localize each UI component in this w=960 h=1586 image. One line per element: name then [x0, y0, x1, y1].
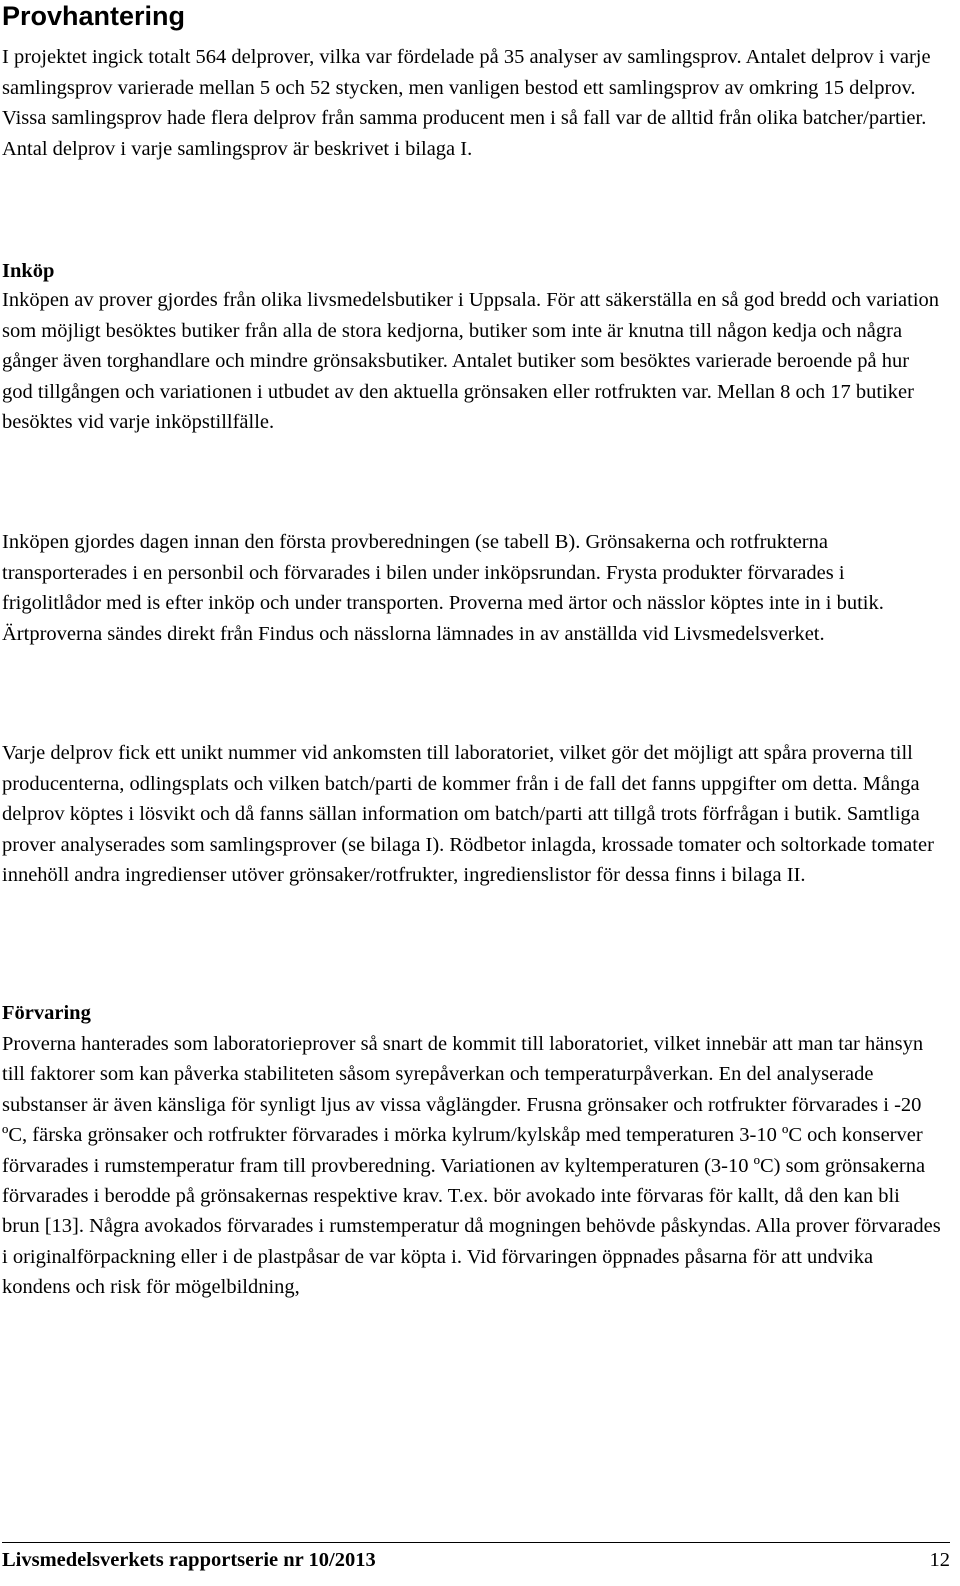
page-number: 12: [929, 1549, 950, 1571]
subheading-forvaring: Förvaring: [2, 1002, 91, 1024]
footer-divider: [2, 1542, 950, 1543]
paragraph-forvaring: Proverna hanterades som laboratorieprover så snart de kommit till laboratoriet, vilket innebär att man tar hänsyn till faktorer som kan påverka stabiliteten såsom syrepåverkan och temperaturpåverkan. En del analyserade substanser är även känsliga för synligt ljus av vissa våglängder. Frusna grönsaker och rotfrukter förvarades i -20 ºC, färska grönsaker och rotfrukter förvarades i mörka kylrum/kylskåp med temperaturen 3-10 ºC och konserver förvarades i rumstemperatur fram till provberedning. Variationen av kyltemperaturen (3-10 ºC) som grönsakerna förvarades i berodde på grönsakernas respektive krav. T.ex. bör avokado inte förvaras för kallt, då den kan bli brun [13]. Några avokados förvarades i rumstemperatur då mogningen behövde påskyndas. Alla prover förvarades i originalförpackning eller i de plastpåsar de var köpta i. Vid förvaringen öppnades påsarna för att undvika kondens och risk för mögelbildning,: [2, 1033, 941, 1299]
footer-series: Livsmedelsverkets rapportserie nr 10/2013: [2, 1549, 376, 1571]
paragraph-inkop-2: Inköpen gjordes dagen innan den första provberedningen (se tabell B). Grönsakerna och rotfrukterna transporterades i en personbil och förvarades i bilen under inköpsrundan. Frysta produkter förvarades i frigolitlådor med is efter inköp och under transporten. Proverna med ärtor och nässlor köptes inte in i butik. Ärtproverna sändes direkt från Findus och nässlorna lämnades in av anställda vid Livsmedelsverket.: [2, 531, 884, 645]
section-heading-provhantering: Provhantering: [2, 1, 186, 31]
subheading-inkop: Inköp: [2, 260, 55, 282]
paragraph-inkop-1: Inköpen av prover gjordes från olika livsmedelsbutiker i Uppsala. För att säkerställa en så god bredd och variation som möjligt besöktes butiker från alla de stora kedjorna, butiker som inte är knutna till någon kedja och några gånger även torghandlare och mindre grönsaksbutiker. Antalet butiker som besöktes varierade beroende på hur god tillgången och variationen i utbudet av den aktuella grönsaken eller rotfrukten var. Mellan 8 och 17 butiker besöktes vid varje inköpstillfälle.: [2, 289, 940, 434]
paragraph-intro: I projektet ingick totalt 564 delprover, vilka var fördelade på 35 analyser av samlingsprov. Antalet delprov i varje samlingsprov varierade mellan 5 och 52 stycken, men vanligen bestod ett samlingsprov av omkring 15 delprov. Vissa samlingsprov hade flera delprov från samma producent men i så fall var de alltid från olika batcher/partier. Antal delprov i varje samlingsprov är beskrivet i bilaga I.: [2, 46, 931, 160]
paragraph-inkop-3: Varje delprov fick ett unikt nummer vid ankomsten till laboratoriet, vilket gör det möjligt att spåra proverna till producenterna, odlingsplats och vilken batch/parti de kommer från i de fall det fanns uppgifter om detta. Många delprov köptes i lösvikt och då fanns sällan information om batch/parti att tillgå trots förfrågan i butik. Samtliga prover analyserades som samlingsprover (se bilaga I). Rödbetor inlagda, krossade tomater och soltorkade tomater innehöll andra ingredienser utöver grönsaker/rotfrukter, ingredienslistor för dessa finns i bilaga II.: [2, 742, 934, 887]
